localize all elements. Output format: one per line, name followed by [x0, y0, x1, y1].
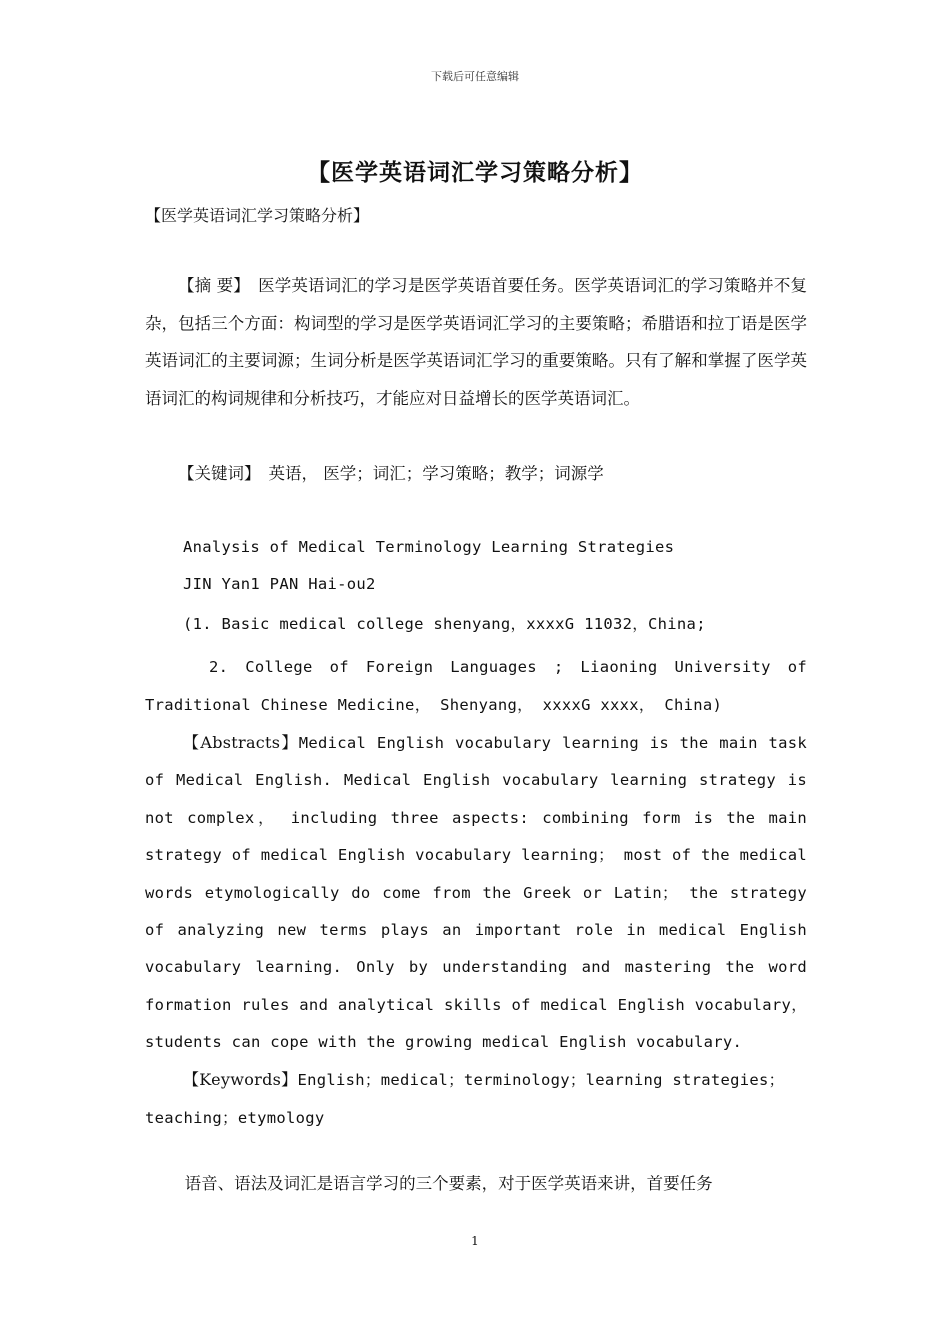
chinese-abstract-label: 【摘 要】 [178, 276, 250, 295]
english-title: Analysis of Medical Terminology Learning Strategies [183, 538, 675, 556]
english-abstract-label: 【Abstracts】 [183, 733, 299, 752]
page-number: 1 [471, 1234, 479, 1248]
english-keywords [145, 1061, 807, 1137]
document-title: 【医学英语词汇学习策略分析】 [307, 159, 643, 186]
english-abstract-text: Medical English vocabulary learning is the main task of Medical English. Medical English vocabulary learning strategy is not complex， including three aspects: combining form is the main strategy of medical English vocabulary learning； most of the medical words etymologically do come from the Greek or Latin； the strategy of analyzing new terms plays an important role in medical English vocabulary learning. Only by understanding and mastering the word formation rules and analytical skills of medical English vocabulary，students can cope with the growing medical English vocabulary. [145, 734, 807, 1052]
document-subtitle: 【医学英语词汇学习策略分析】 [145, 206, 370, 225]
english-authors: JIN Yan1 PAN Hai-ou2 [183, 575, 376, 593]
body-paragraph-start: 语音、语法及词汇是语言学习的三个要素，对于医学英语来讲，首要任务 [184, 1174, 713, 1193]
chinese-keywords [145, 455, 807, 493]
page-header-note: 下载后可任意编辑 [431, 70, 519, 83]
english-keywords-text: English；medical；terminology；learning strategies；teaching；etymology [145, 1071, 785, 1127]
chinese-keywords-label: 【关键词】 [178, 464, 261, 483]
chinese-abstract-text: 医学英语词汇的学习是医学英语首要任务。医学英语词汇的学习策略并不复杂，包括三个方面：构词型的学习是医学英语词汇学习的主要策略；希腊语和拉丁语是医学英语词汇的主要词源；生词分析是医学英语词汇学习的重要策略。只有了解和掌握了医学英语词汇的构词规律和分析技巧，才能应对日益增长的医学英语词汇。 [145, 276, 807, 408]
english-affiliation-1: (1. Basic medical college shenyang，xxxxG 11032，China; [183, 615, 706, 633]
english-affiliation-2: 2. College of Foreign Languages ; Liaoning University of Traditional Chinese Medicine， Shenyang， xxxxG xxxx， China) [145, 658, 807, 714]
chinese-abstract [145, 267, 807, 417]
english-keywords-label: 【Keywords】 [183, 1070, 298, 1089]
english-abstract [145, 724, 807, 1062]
chinese-keywords-text: 英语， 医学；词汇；学习策略；教学；词源学 [268, 464, 604, 483]
